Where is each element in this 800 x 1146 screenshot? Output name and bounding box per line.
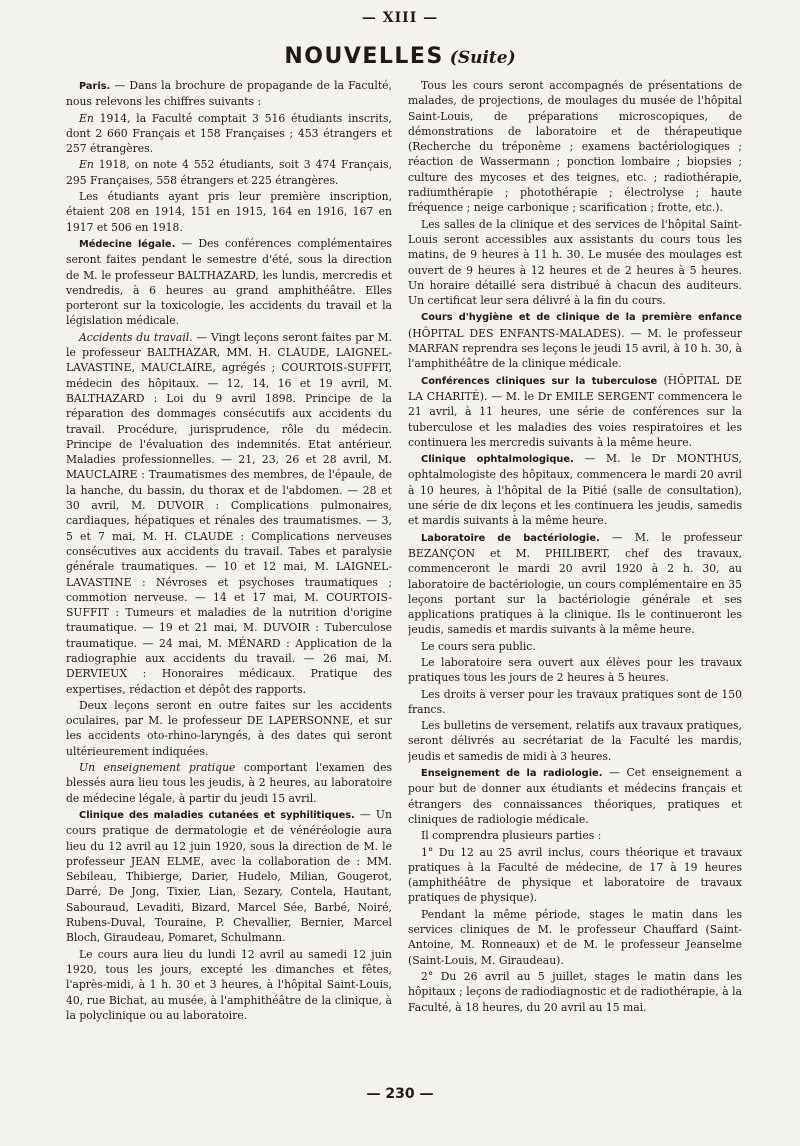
paragraph-lead: En [79,111,94,125]
paragraph-text: (HÔPITAL DES ENFANTS-MALADES). — M. le professeur MARFAN reprendra ses leçons le jeudi 15 avril, à 10 h. 30, à l'amphithéâtre de la clinique médicale. [408,326,742,371]
paragraph-text: — M. le Dr MONTHUS, ophtalmologiste des hôpitaux, commencera le mardi 20 avril à 10 heures, à l'hôpital de la Pitié (salle de consultation), une série de dix leçons et les continuera les jeudis, samedis et mardis suivants à la même heure. [408,452,742,528]
paragraph-text: Le cours aura lieu du lundi 12 avril au samedi 12 juin 1920, tous les jours, excepté les dimanches et fêtes, l'après-midi, à 1 h. 30 et 3 heures, à l'hôpital Saint-Louis, 40, rue Bichat, au musée, à l'amphithéâtre de la clinique, à la polyclinique ou au laboratoire. [66,947,392,1022]
paragraph-lead: Accidents du travail. [79,330,193,344]
paragraph-text: — Vingt leçons seront faites par M. le professeur BALTHAZAR, MM. H. CLAUDE, LAIGNEL-LAVASTINE, MAUCLAIRE, agrégés ; COURTOIS-SUFFIT, médecin des hôpitaux. — 12, 14, 16 et 19 avril, M. BALTHAZARD : Loi du 9 avril 1898. Principe de la réparation des dommages consécutifs aux accidents du travail. Procédure, jurisprudence, rôle du médecin. Principe de l'évaluation des indemnités. Etat antérieur. Maladies professionnelles. — 21, 23, 26 et 28 avril, M. MAUCLAIRE : Traumatismes des membres, de l'épaule, de la hanche, du bassin, du thorax et de l'abdomen. — 28 et 30 avril, M. DUVOIR : Complications pulmonaires, cardiaques, hépatiques et rénales des traumatismes. — 3, 5 et 7 mai, M. H. CLAUDE : Complications nerveuses consécutives aux accidents du travail. Tabes et paralysie générale traumatiques. — 10 et 12 mai, M. LAIGNEL-LAVASTINE : Névroses et psychoses traumatiques ; commotion nerveuse. — 14 et 17 mai, M. COURTOIS-SUFFIT : Tumeurs et maladies de la nutrition d'origine traumatique. — 19 et 21 mai, M. DUVOIR : Tuberculose traumatique. — 24 mai, M. MÉNARD : Application de la radiographie aux accidents du travail. — 26 mai, M. DERVIEUX : Honoraires médicaux. Pratique des expertises, rédaction et dépôt des rapports. [66,330,392,696]
paragraph [408,845,742,906]
paragraph [408,78,742,216]
paragraph [408,907,742,968]
paragraph [66,111,392,157]
paragraph-text: Les salles de la clinique et des services de l'hôpital Saint-Louis seront accessibles aux assistants du cours tous les matins, de 9 heures à 11 h. 30. Le musée des moulages est ouvert de 9 heures à 12 heures et de 2 heures à 5 heures. Un horaire détaillé sera distribué à chacun des auditeurs. Un certificat leur sera délivré à la fin du cours. [408,217,742,308]
paragraph-heading: Cours d'hygiène et de clinique de la première enfance [421,312,742,324]
paragraph-text: comportant l'examen des blessés aura lieu tous les jeudis, à 2 heures, au laboratoire de médecine légale, à partir du jeudi 15 avril. [66,761,392,805]
page-number: — 230 — [366,1086,434,1102]
paragraph-heading: Clinique des maladies cutanées et syphilitiques. [79,809,355,821]
paragraph [66,698,392,759]
paragraph [66,157,392,188]
paragraph [66,947,392,1023]
paragraph [408,655,742,686]
paragraph-lead: En [79,158,94,172]
paragraph-heading: Médecine légale. [79,238,176,250]
paragraph-text: Pendant la même période, stages le matin dans les services cliniques de M. le professeur Chauffard (Saint-Antoine, M. Ronneaux) et de M. le professeur Jeanselme (Saint-Louis, M. Giraudeau). [408,907,742,967]
paragraph [408,373,742,450]
paragraph-heading: Clinique ophtalmologique. [421,454,574,466]
paragraph [408,309,742,371]
paragraph [66,236,392,329]
paragraph [66,760,392,806]
paragraph [66,330,392,697]
folio-header: — XIII — [361,10,439,26]
paragraph-text: — Dans la brochure de propagande de la Faculté, nous relevons les chiffres suivants : [66,79,392,109]
paragraph-text: 1918, on note 4 552 étudiants, soit 3 474 Français, 295 Françaises, 558 étrangers et 225 étrangères. [66,158,392,187]
paragraph [408,718,742,764]
left-column [66,78,392,1078]
paragraph-heading: Laboratoire de bactériologie. [421,532,600,544]
paragraph [408,217,742,309]
paragraph-text: (HÔPITAL DE LA CHARITÉ). — M. le Dr EMILE SERGENT commencera le 21 avril, à 11 heures, une série de conférences sur la tuberculose et les maladies des voies respiratoires et les continuera les mercredis suivants à la même heure. [408,373,742,449]
paragraph-heading: Paris. [79,81,111,92]
title-subtitle: (Suite) [449,48,516,68]
paragraph-text: — Des conférences complémentaires seront faites pendant le semestre d'été, sous la direction de M. le professeur BALTHAZARD, les lundis, mercredis et vendredis, à 6 heures au grand amphithéâtre. Elles porteront sur la toxicologie, les accidents du travail et la législation médicale. [66,236,392,328]
paragraph-text: 1° Du 12 au 25 avril inclus, cours théorique et travaux pratiques à la Faculté de médecine, de 17 à 19 heures (amphithéâtre de physique et laboratoire de travaux pratiques de physique). [408,845,742,905]
paragraph [408,451,742,528]
paragraph [408,687,742,718]
paragraph-heading: Conférences cliniques sur la tuberculose [421,375,658,387]
paragraph-text: Le cours sera public. [421,639,536,653]
paragraph [408,828,742,843]
title-main: NOUVELLES [284,44,444,69]
paragraph [408,765,742,827]
right-column [408,78,742,1078]
paragraph [408,530,742,638]
paragraph-text: Tous les cours seront accompagnés de présentations de malades, de projections, de moulages du musée de l'hôpital Saint-Louis, de préparations microscopiques, de démonstrations de laboratoire et de thérapeutique (Recherche du tréponème ; examens bactériologiques ; réaction de Wassermann ; ponction lombaire ; biopsies ; culture des mycoses et des teignes, etc. ; radiothérapie, radiumthérapie ; photothérapie ; électrolyse ; haute fréquence ; neige carbonique ; scarification ; frotte, etc.). [408,79,742,215]
paragraph-text: — Un cours pratique de dermatologie et de vénéréologie aura lieu du 12 avril au 12 juin 1920, sous la direction de M. le professeur JEAN ELME, avec la collaboration de : MM. Sebileau, Thibierge, Darier, Hudelo, Milian, Gougerot, Darré, De Jong, Tixier, Lian, Sezary, Contela, Hautant, Sabouraud, Levaditi, Bizard, Marcel Sée, Barbé, Noiré, Rubens-Duval, Touraine, P. Chevallier, Bernier, Marcel Bloch, Giraudeau, Pomaret, Schulmann. [66,807,392,945]
paragraph [66,807,392,946]
paragraph-text: Les droits à verser pour les travaux pratiques sont de 150 francs. [408,687,742,716]
paragraph-text: Les étudiants ayant pris leur première inscription, étaient 208 en 1914, 151 en 1915, 164 en 1916, 167 en 1917 et 506 en 1918. [66,190,392,234]
paragraph-text: 1914, la Faculté comptait 3 516 étudiants inscrits, dont 2 660 Français et 158 Françaises ; 453 étrangers et 257 étrangères. [66,111,392,156]
paragraph-text: Deux leçons seront en outre faites sur les accidents oculaires, par M. le professeur DE LAPERSONNE, et sur les accidents oto-rhino-laryngés, à des dates qui seront ultérieurement indiquées. [66,698,392,758]
paragraph-text: 2° Du 26 avril au 5 juillet, stages le matin dans les hôpitaux ; leçons de radiodiagnostic et de radiothérapie, à la Faculté, à 18 heures, du 20 avril au 15 mai. [408,969,742,1014]
paragraph-heading: Enseignement de la radiologie. [421,768,603,780]
paragraph-text: Les bulletins de versement, relatifs aux travaux pratiques, seront délivrés au secrétariat de la Faculté les mardis, jeudis et samedis de midi à 3 heures. [408,719,742,763]
paragraph-text: Il comprendra plusieurs parties : [421,829,602,843]
paragraph [408,639,742,654]
paragraph [66,189,392,235]
section-title [0,44,800,69]
paragraph-text: Le laboratoire sera ouvert aux élèves pour les travaux pratiques tous les jours de 2 heures à 5 heures. [408,655,742,685]
paragraph [66,78,392,110]
paragraph-text: — Cet enseignement a pour but de donner aux étudiants et médecins français et étrangers des connaissances théoriques, pratiques et cliniques de radiologie médicale. [408,766,742,826]
paragraph [408,969,742,1015]
paragraph-lead: Un enseignement pratique [79,761,236,775]
paragraph-text: — M. le professeur BEZANÇON et M. PHILIBERT, chef des travaux, commenceront le mardi 20 avril 1920 à 2 h. 30, au laboratoire de bactériologie, un cours complémentaire en 35 leçons portant sur la bactériologie générale et ses applications pratiques à la clinique. Ils le continueront les jeudis, samedis et mardis suivants à la même heure. [408,530,742,637]
